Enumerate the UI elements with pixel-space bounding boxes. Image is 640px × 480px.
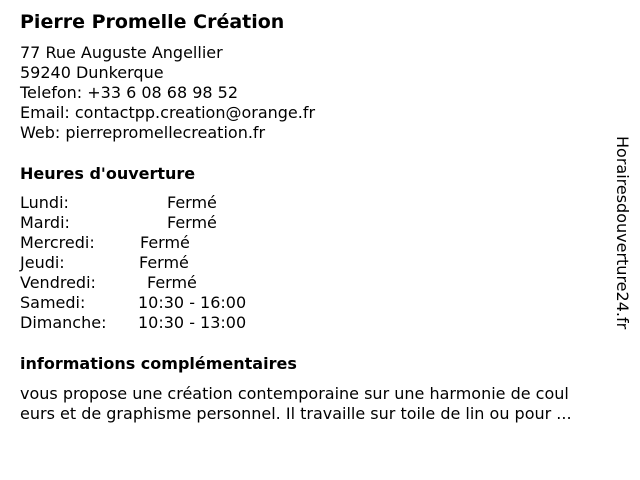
additional-info-text	[20, 384, 630, 424]
opening-hours-heading: Heures d'ouverture	[20, 164, 196, 183]
additional-info-heading: informations complémentaires	[20, 354, 297, 373]
hours-time: Fermé	[167, 213, 217, 232]
hours-time: 10:30 - 13:00	[138, 313, 247, 332]
additional-info-line: vous propose une création contemporaine sur une harmonie de coul	[20, 384, 569, 403]
website-address: Web: pierrepromellecreation.fr	[20, 123, 266, 142]
business-name: Pierre Promelle Création	[20, 11, 285, 33]
hours-day: Samedi:	[20, 293, 86, 312]
hours-day: Lundi:	[20, 193, 69, 212]
hours-day: Dimanche:	[20, 313, 107, 332]
hours-day: Mardi:	[20, 213, 70, 232]
hours-time: Fermé	[167, 193, 217, 212]
hours-time: Fermé	[140, 233, 190, 252]
hours-day: Vendredi:	[20, 273, 96, 292]
hours-time: Fermé	[147, 273, 197, 292]
street-address: 77 Rue Auguste Angellier	[20, 43, 223, 62]
phone-number: Telefon: +33 6 08 68 98 52	[20, 83, 239, 102]
additional-info-line: eurs et de graphisme personnel. Il travaille sur toile de lin ou pour ...	[20, 404, 572, 423]
hours-day: Mercredi:	[20, 233, 95, 252]
business-contact-block	[20, 43, 315, 143]
hours-time: Fermé	[139, 253, 189, 272]
hours-time: 10:30 - 16:00	[138, 293, 247, 312]
site-brand-vertical: Horairesdouverture24.fr	[613, 136, 632, 330]
hours-day: Jeudi:	[20, 253, 65, 272]
email-address: Email: contactpp.creation@orange.fr	[20, 103, 316, 122]
city-postcode: 59240 Dunkerque	[20, 63, 164, 82]
